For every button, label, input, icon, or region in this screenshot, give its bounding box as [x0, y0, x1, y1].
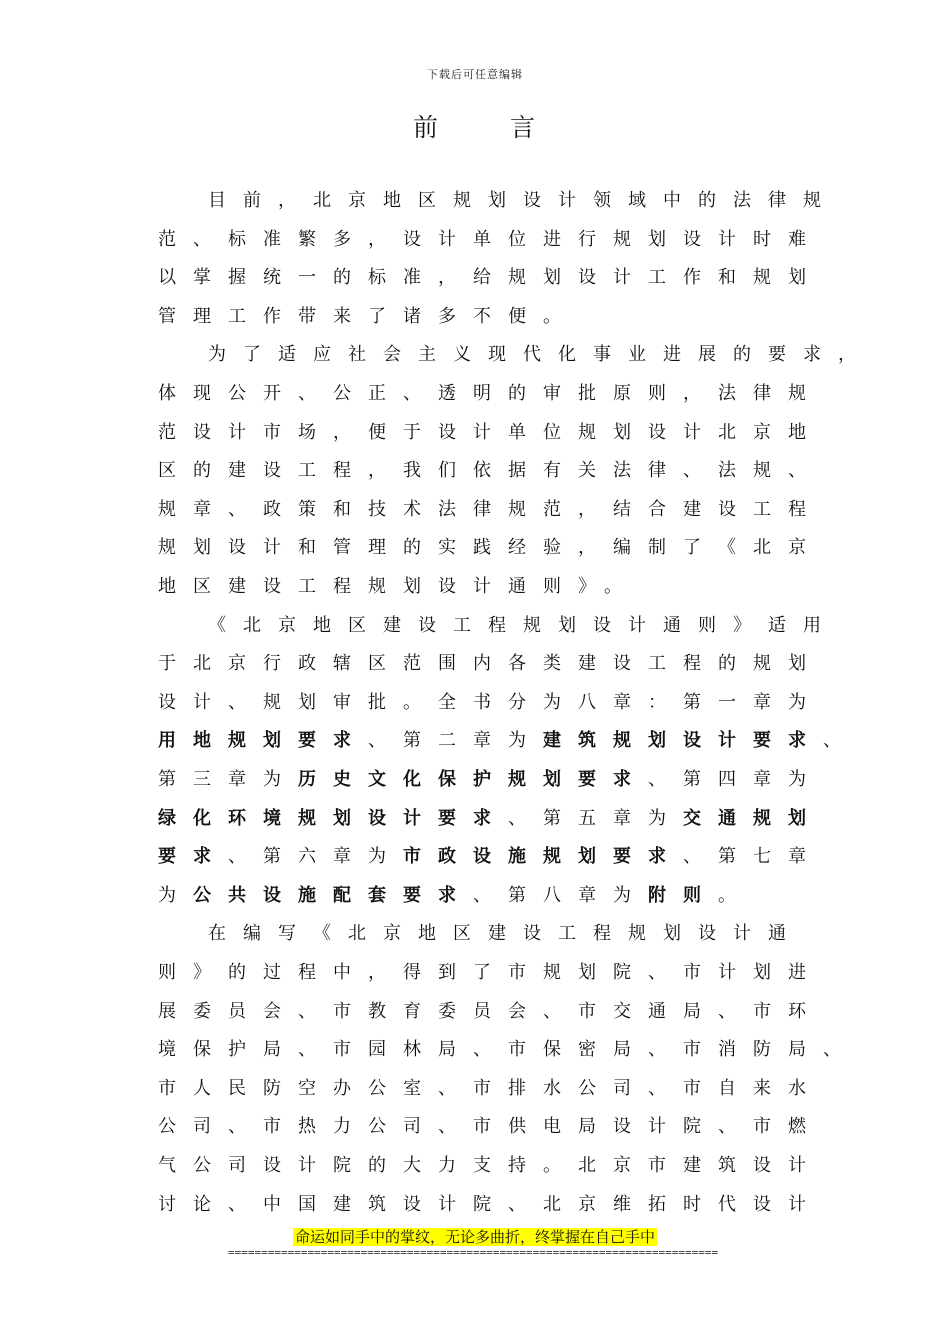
text-segment: 范设计市场，便于设计单位规划设计北京地	[158, 421, 823, 443]
text-line	[158, 649, 823, 679]
text-segment: 境保护局、市园林局、市保密局、市消防局、	[158, 1039, 858, 1061]
separator-rule: ==========================================================================	[228, 1246, 719, 1259]
text-segment: 、第二章为	[368, 730, 543, 752]
text-line	[158, 225, 823, 255]
text-segment: 讨论、中国建筑设计院、北京维拓时代设计	[158, 1193, 823, 1215]
text-line	[158, 997, 823, 1027]
text-segment: 地区建设工程规划设计通则》。	[158, 576, 639, 597]
text-line	[158, 842, 823, 872]
text-line	[158, 1035, 858, 1065]
bold-text-segment: 要求	[158, 846, 228, 868]
text-segment: 《北京地区建设工程规划设计通则》适用	[208, 614, 838, 636]
text-segment: 体现公开、公正、透明的审批原则，法律规	[158, 383, 823, 404]
text-segment: 。	[718, 884, 753, 906]
page-title	[0, 108, 950, 144]
text-segment: 规章、政策和技术法律规范，结合建设工程	[158, 498, 823, 520]
bold-text-segment: 附则	[648, 884, 718, 906]
page-header-note: 下载后可任意编辑	[427, 68, 523, 81]
bold-text-segment: 公共设施配套要求	[193, 884, 473, 906]
text-segment: 规划设计和管理的实践经验，编制了《北京	[158, 537, 823, 559]
bold-text-segment: 建筑规划设计要求	[543, 730, 823, 752]
text-segment: 、	[823, 730, 858, 752]
text-segment: 公司、市热力公司、市供电局设计院、市燃	[158, 1116, 823, 1138]
bold-text-segment: 用地规划要求	[158, 730, 368, 752]
text-line	[158, 765, 823, 795]
text-line	[158, 1190, 823, 1220]
text-segment: 、第七章	[683, 846, 823, 868]
text-line	[158, 688, 823, 718]
text-line	[158, 495, 823, 525]
text-segment: 气公司设计院的大力支持。北京市建筑设计	[158, 1155, 823, 1176]
text-line	[208, 611, 848, 641]
text-segment: 区的建设工程，我们依据有关法律、法规、	[158, 460, 823, 482]
text-line	[158, 958, 823, 988]
text-line	[158, 302, 798, 332]
text-segment: 以掌握统一的标准，给规划设计工作和规划	[158, 267, 823, 289]
text-line	[208, 340, 873, 370]
bold-text-segment: 历史文化保护规划要求	[298, 769, 648, 790]
text-line	[158, 533, 823, 563]
text-line	[208, 919, 848, 949]
text-segment: 在编写《北京地区建设工程规划设计通	[208, 923, 803, 945]
text-segment: 展委员会、市教育委员会、市交通局、市环	[158, 1000, 823, 1022]
text-line	[158, 379, 823, 409]
footer-highlight-text: 命运如同手中的掌纹，无论多曲折，终掌握在自己手中	[294, 1228, 655, 1246]
text-line	[158, 726, 858, 756]
bold-text-segment: 市政设施规划要求	[403, 846, 683, 868]
text-line	[158, 804, 823, 834]
text-segment: 管理工作带来了诸多不便。	[158, 305, 578, 327]
text-segment: 市人民防空办公室、市排水公司、市自来水	[158, 1077, 823, 1099]
text-line	[158, 456, 823, 486]
text-segment: 、第五章为	[508, 807, 683, 829]
text-line	[158, 1151, 823, 1181]
text-segment: 于北京行政辖区范围内各类建设工程的规划	[158, 653, 823, 675]
text-segment: 范、标准繁多，设计单位进行规划设计时难	[158, 228, 823, 250]
text-segment: 第三章为	[158, 769, 298, 790]
text-line	[158, 881, 798, 911]
text-segment: 、第八章为	[473, 884, 648, 906]
text-line	[208, 186, 848, 216]
bold-text-segment: 交通规划	[683, 807, 823, 829]
text-line	[158, 1074, 823, 1104]
text-segment: 设计、规划审批。全书分为八章：第一章为	[158, 691, 823, 713]
text-segment: 为	[158, 884, 193, 906]
text-line	[158, 1112, 823, 1142]
text-line	[158, 263, 823, 293]
text-segment: 目前，北京地区规划设计领域中的法律规	[208, 190, 838, 211]
text-segment: 则》的过程中，得到了市规划院、市计划进	[158, 962, 823, 983]
footer-highlight-note	[0, 1226, 950, 1247]
text-line	[158, 572, 798, 602]
text-line	[158, 418, 823, 448]
title-char-2: 言	[510, 113, 538, 142]
text-segment: 、第六章为	[228, 846, 403, 868]
text-segment: 、第四章为	[648, 769, 823, 790]
text-segment: 为了适应社会主义现代化事业进展的要求，	[208, 344, 873, 366]
bold-text-segment: 绿化环境规划设计要求	[158, 807, 508, 829]
title-char-1: 前	[412, 113, 440, 142]
